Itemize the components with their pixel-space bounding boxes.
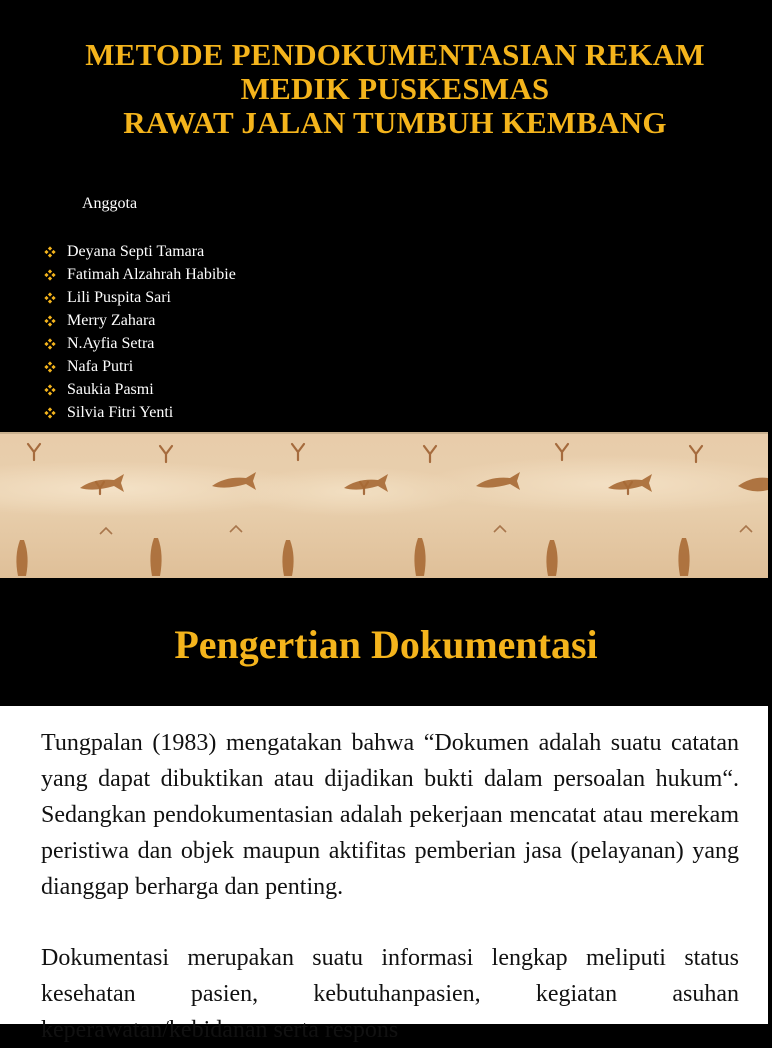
documentation-paragraph: Dokumentasi merupakan suatu informasi lengkap meliputi status kesehatan pasien, kebutuhanpasien, kegiatan asuhan keperawatan/kebidanan serta respons <box>41 945 739 1043</box>
diamond-bullet-icon <box>44 407 55 418</box>
list-item <box>46 286 236 309</box>
title-line-3: RAWAT JALAN TUMBUH KEMBANG <box>123 105 667 140</box>
list-item <box>46 240 236 263</box>
member-name: Saukia Pasmi <box>67 380 154 398</box>
fossil-decoration-band <box>0 432 768 578</box>
list-item <box>46 378 236 401</box>
list-item <box>46 332 236 355</box>
diamond-bullet-icon <box>44 246 55 257</box>
diamond-bullet-icon <box>44 292 55 303</box>
member-name: Merry Zahara <box>67 311 156 329</box>
slide-1 <box>0 0 768 432</box>
diamond-bullet-icon <box>44 361 55 372</box>
title-line-1: METODE PENDOKUMENTASIAN REKAM <box>85 37 705 72</box>
member-name: Fatimah Alzahrah Habibie <box>67 265 236 283</box>
slide-1-title <box>20 38 770 140</box>
slide-2-body <box>0 706 768 1043</box>
definition-paragraph: Tungpalan (1983) mengatakan bahwa “Dokumen adalah suatu catatan yang dapat dibuktikan atau dijadikan bukti dalam persoalan hukum“. Sedangkan pendokumentasian adalah pekerjaan mencatat atau merekam peristiwa dan objek maupun aktifitas pemberian jasa (pelayanan) yang dianggap berharga dan penting. <box>41 730 739 900</box>
member-name: Nafa Putri <box>67 357 134 375</box>
list-item <box>46 263 236 286</box>
member-name: Silvia Fitri Yenti <box>67 403 174 421</box>
list-item <box>46 355 236 378</box>
diamond-bullet-icon <box>44 269 55 280</box>
diamond-bullet-icon <box>44 338 55 349</box>
members-heading: Anggota <box>82 195 138 212</box>
member-name: N.Ayfia Setra <box>67 334 155 352</box>
diamond-bullet-icon <box>44 315 55 326</box>
list-item <box>46 401 236 424</box>
title-line-2: MEDIK PUSKESMAS <box>240 71 550 106</box>
member-name: Deyana Septi Tamara <box>67 242 205 260</box>
diamond-bullet-icon <box>44 384 55 395</box>
list-item <box>46 309 236 332</box>
slide-2-title: Pengertian Dokumentasi <box>174 622 598 667</box>
members-list <box>46 240 236 424</box>
member-name: Lili Puspita Sari <box>67 288 171 306</box>
fossil-fish-pattern <box>0 434 768 578</box>
